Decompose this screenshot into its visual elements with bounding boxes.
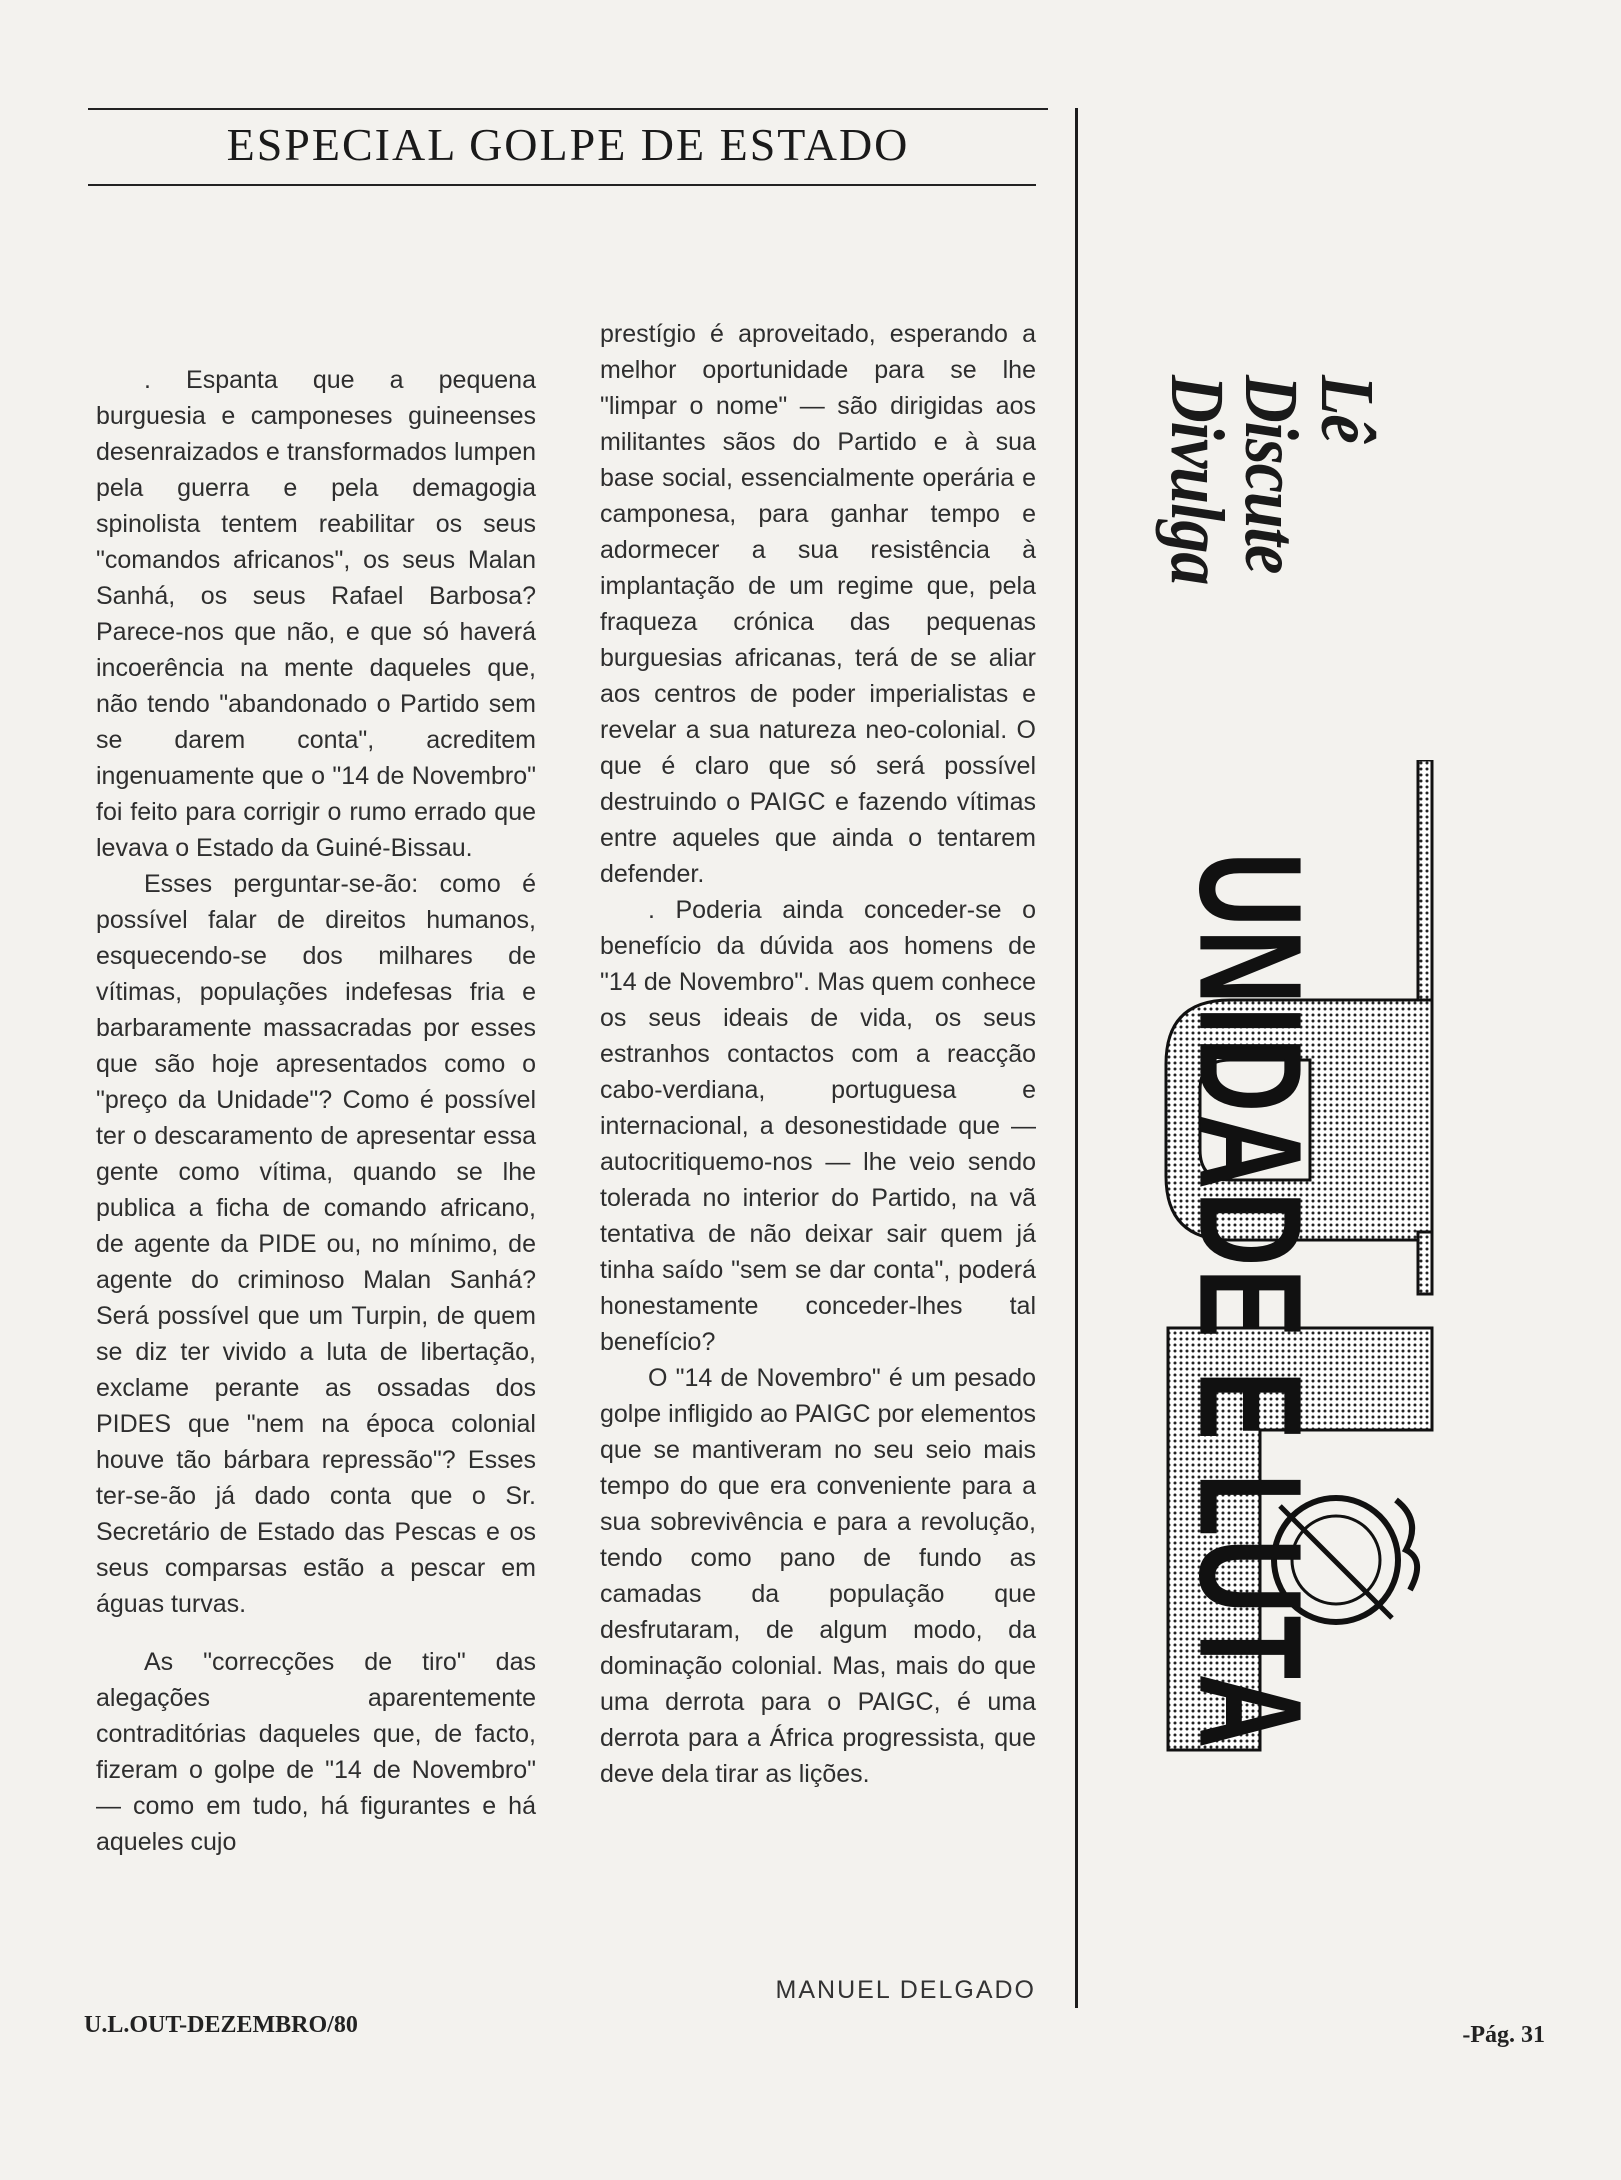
issue-footer: U.L.OUT-DEZEMBRO/80 <box>84 2012 358 2038</box>
unidade-e-luta-logo <box>1160 760 1460 1770</box>
page-number: -Pág. 31 <box>1462 2022 1545 2048</box>
paragraph: . Espanta que a pequena burguesia e camponeses guineenses desenraizados e transformados lumpen pela guerra e pela demagogia spinolista tentem reabilitar os seus "comandos africanos", os seus Malan Sanhá, os seus Rafael Barbosa? Parece-nos que não, e que só haverá incoerência na mente daqueles que, não tendo "abandonado o Partido sem se darem conta", acreditem ingenuamente que o "14 de Novembro" foi feito para corrigir o rumo errado que levava o Estado da Guiné-Bissau. <box>96 366 536 862</box>
sidebar-slogan <box>1148 375 1438 675</box>
slogan-line: Discute <box>1228 375 1313 574</box>
column-divider <box>1075 108 1078 2008</box>
header-bottom-rule <box>88 184 1036 186</box>
slogan-line: Lê <box>1304 375 1389 443</box>
article-column-middle <box>600 316 1036 1792</box>
paragraph: Esses perguntar-se-ão: como é possível falar de direitos humanos, esquecendo-se dos milhares de vítimas, populações indefesas fria e barbaramente massacradas por esses que são hoje apresentados como o "preço da Unidade"? Como é possível ter o descaramento de apresentar essa gente como vítima, quando se lhe publica a ficha de comando africano, de agente da PIDE ou, no mínimo, de agente do criminoso Malan Sanhá? Será possível que um Turpin, de quem se diz ter vivido a luta de libertação, exclame perante as ossadas dos PIDES que "nem na época colonial houve tão bárbara repressão"? Esses ter-se-ão já dado conta que o Sr. Secretário de Estado das Pescas e os seus comparsas estão a pescar em águas turvas. <box>96 870 536 1618</box>
article-column-left <box>96 362 536 1860</box>
author-signature: MANUEL DELGADO <box>775 1976 1036 2004</box>
paragraph: O "14 de Novembro" é um pesado golpe infligido ao PAIGC por elementos que se mantiveram no seu seio mais tempo do que era conveniente para a sua sobrevivência e para a revolução, tendo como pano de fundo as camadas da população que desfrutaram, de algum modo, da dominação colonial. Mas, mais do que uma derrota para o PAIGC, é uma derrota para a África progressista, que deve dela tirar as lições. <box>600 1364 1036 1788</box>
logo-wordmark: UNIDADE E LUTA <box>1168 852 1331 1751</box>
paragraph: prestígio é aproveitado, esperando a melhor oportunidade para se lhe "limpar o nome" — são dirigidas aos militantes sãos do Partido e à sua base social, essencialmente operária e camponesa, para ganhar tempo e adormecer a sua resistência à implantação de um regime que, pela fraqueza crónica das pequenas burguesias africanas, terá de se aliar aos centros de poder imperialistas e revelar a sua natureza neo-colonial. O que é claro que só será possível destruindo o PAIGC e fazendo vítimas entre aqueles que ainda o tentarem defender. <box>600 320 1036 888</box>
header-top-rule <box>88 108 1048 110</box>
paragraph: . Poderia ainda conceder-se o benefício da dúvida aos homens de "14 de Novembro". Mas quem conhece os seus ideais de vida, os seus estranhos contactos com a reacção cabo-verdiana, portuguesa e internacional, a desonestidade que — autocritiquemo-nos — lhe veio sendo tolerada no interior do Partido, na vã tentativa de não deixar sair quem já tinha saído "sem se dar conta", poderá honestamente conceder-lhes tal benefício? <box>600 896 1036 1356</box>
section-title: ESPECIAL GOLPE DE ESTADO <box>226 119 910 170</box>
paragraph: As "correcções de tiro" das alegações aparentemente contraditórias daqueles que, de facto, fizeram o golpe de "14 de Novembro" — como em tudo, há figurantes e há aqueles cujo <box>96 1648 536 1856</box>
slogan-line: Divulga <box>1154 375 1239 585</box>
